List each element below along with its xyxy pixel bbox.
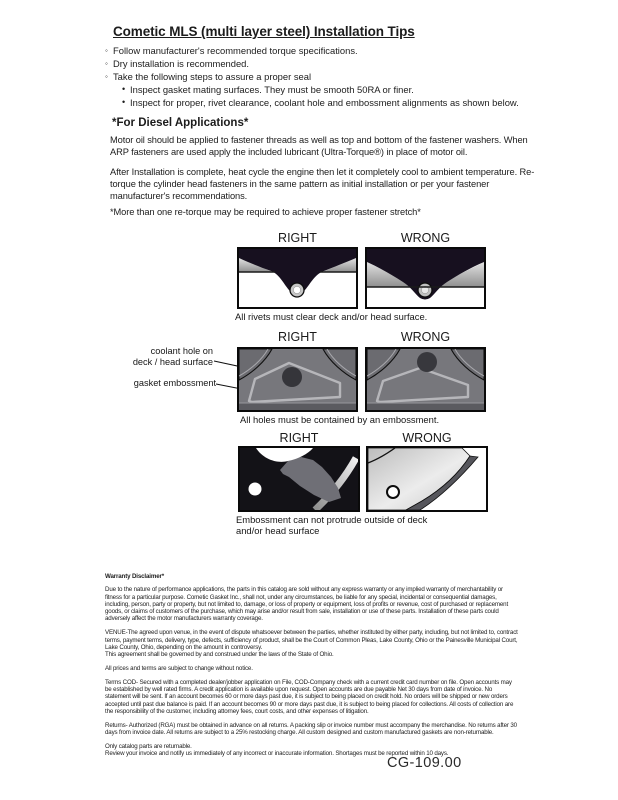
embossment-wrong-graphic — [367, 349, 484, 410]
solid-bullet-icon: • — [122, 84, 126, 94]
gasket-embossment-label: gasket embossment — [133, 378, 216, 388]
warranty-paragraph: Due to the nature of performance applications, the parts in this catalog are sold without any express warranty or any implied warranty of merchantability or fitness for a particular purpose. Cometic Gasket Inc., shall not, under any circumstances, be liable for any special, incidental or consequential damages, including, person, party or property, but not limited to, damage, or loss of property or equipment, loss of profits or revenue, cost of purchased or replacement goods, or claims of customers of the purchase, which may arise and/or result from sale, installation or use of these parts. Installation of these parts could adversely affect the motor manufacturers warranty coverage. — [105, 586, 509, 623]
list-item — [122, 96, 575, 109]
catalog-parts-line: Only catalog parts are returnable. — [105, 742, 192, 750]
row2-caption: All holes must be contained by an embossment. — [240, 414, 440, 425]
retorque-note: *More than one re-torque may be required to achieve proper fastener stretch* — [110, 207, 421, 217]
page-title: Cometic MLS (multi layer steel) Installation Tips — [113, 24, 415, 39]
open-bullet-icon: ◦ — [105, 46, 108, 55]
right-label-row3: RIGHT — [279, 431, 319, 445]
tip-text: Take the following steps to assure a proper seal — [113, 71, 312, 82]
warranty-disclaimer — [105, 573, 519, 764]
protrusion-right-graphic — [240, 448, 358, 510]
tip-text: Inspect gasket mating surfaces. They must be smooth 50RA or finer. — [130, 84, 414, 95]
solid-bullet-icon: • — [122, 97, 126, 107]
rivet-right-diagram — [237, 247, 358, 309]
doc-number: CG-109.00 — [387, 755, 462, 771]
venue-paragraph: VENUE-The agreed upon venue, in the event of dispute whatsoever between the parties, whether instituted by either party, including, but not limited to, contract terms, payment terms, delivery, type, defects, sufficiency of product, shall be the Court of Common Pleas, Lake County, Ohio or the Painesville Municipal Court, Lake County, Ohio, depending on the amount in controversy. — [105, 629, 518, 651]
list-item — [122, 83, 575, 96]
right-label-row2: RIGHT — [278, 330, 317, 344]
right-label-row1: RIGHT — [278, 231, 317, 245]
bolt-hole-icon — [249, 483, 262, 496]
diesel-paragraph-1: Motor oil should be applied to fastener threads as well as top and bottom of the fastener washers. When ARP fasteners are used apply the included lubricant (Ultra-Torque®) in place of motor oil. — [110, 135, 528, 158]
wrong-label-row3: WRONG — [402, 431, 452, 445]
installation-tips-list — [105, 44, 575, 109]
list-item — [105, 44, 575, 57]
diesel-applications-heading: *For Diesel Applications* — [112, 117, 249, 129]
list-item — [105, 70, 575, 83]
warranty-heading: Warranty Disclaimer* — [105, 573, 165, 580]
coolant-hole-label: coolant hole on deck / head surface — [132, 346, 213, 367]
embossment-right-graphic — [239, 349, 356, 410]
list-item — [105, 57, 575, 70]
rivet-wrong-diagram — [365, 247, 486, 309]
row1-caption: All rivets must clear deck and/or head surface. — [235, 311, 428, 322]
coolant-hole-icon — [282, 367, 302, 387]
wrong-label-row1: WRONG — [400, 231, 451, 245]
wrong-label-row2: WRONG — [400, 330, 451, 344]
embossment-right-diagram — [237, 347, 358, 412]
row3-caption: Embossment can not protrude outside of deck and/or head surface — [236, 514, 428, 536]
bolt-hole-icon — [387, 486, 399, 498]
protrusion-wrong-graphic — [368, 448, 486, 510]
diesel-paragraph-2: After Installation is complete, heat cycle the engine then let it completely cool to ambient temperature. Re-torque the cylinder head fasteners in the same pattern as initial installation or per your fastener manufacturer's recommendations. — [110, 167, 535, 202]
open-bullet-icon: ◦ — [105, 59, 108, 68]
embossment-wrong-diagram — [365, 347, 486, 412]
returns-paragraph: Returns- Authorized (RGA) must be obtained in advance on all returns. A packing slip or invoice number must accompany the merchandise. No returns after 30 days from invoice date. All returns are subject to a 25% restocking charge. All custom designed and custom manufactured gaskets are non-returnable. — [105, 721, 517, 737]
rivet-right-graphic — [239, 249, 356, 307]
terms-cod-paragraph: Terms COD- Secured with a completed dealer/jobber application on File, COD-Company check with a current credit card number on file. Open accounts may be established by well rated firms. A credit application is available upon request. Open accounts are due payable Net 30 days from date of invoice. No statement will be sent. If an account becomes 60 or more days past due, it is subject to being placed on credit hold. No orders will be shipped or new orders accepted until past due balance is paid. If an account becomes 90 or more days past due, it is subject to being placed for collections. All costs of collection are the responsibility of the customer, including attorney fees, court costs, and other expenses of litigation. — [105, 678, 514, 715]
open-bullet-icon: ◦ — [105, 72, 108, 81]
invoice-review-line: Review your invoice and notify us immediately of any incorrect or inaccurate information. Shortages must be reported within 10 days. — [105, 750, 449, 758]
protrusion-wrong-diagram — [366, 446, 488, 512]
coolant-hole-icon — [417, 352, 437, 372]
protrusion-right-diagram — [238, 446, 360, 512]
tip-text: Dry installation is recommended. — [113, 58, 249, 69]
tip-text: Inspect for proper, rivet clearance, coolant hole and embossment alignments as shown below. — [130, 97, 519, 108]
tip-text: Follow manufacturer's recommended torque specifications. — [113, 45, 358, 56]
governing-law-line: This agreement shall be governed by and construed under the laws of the State of Ohio. — [105, 651, 334, 659]
prices-terms-line: All prices and terms are subject to change without notice. — [105, 664, 253, 672]
rivet-wrong-graphic — [367, 249, 484, 307]
